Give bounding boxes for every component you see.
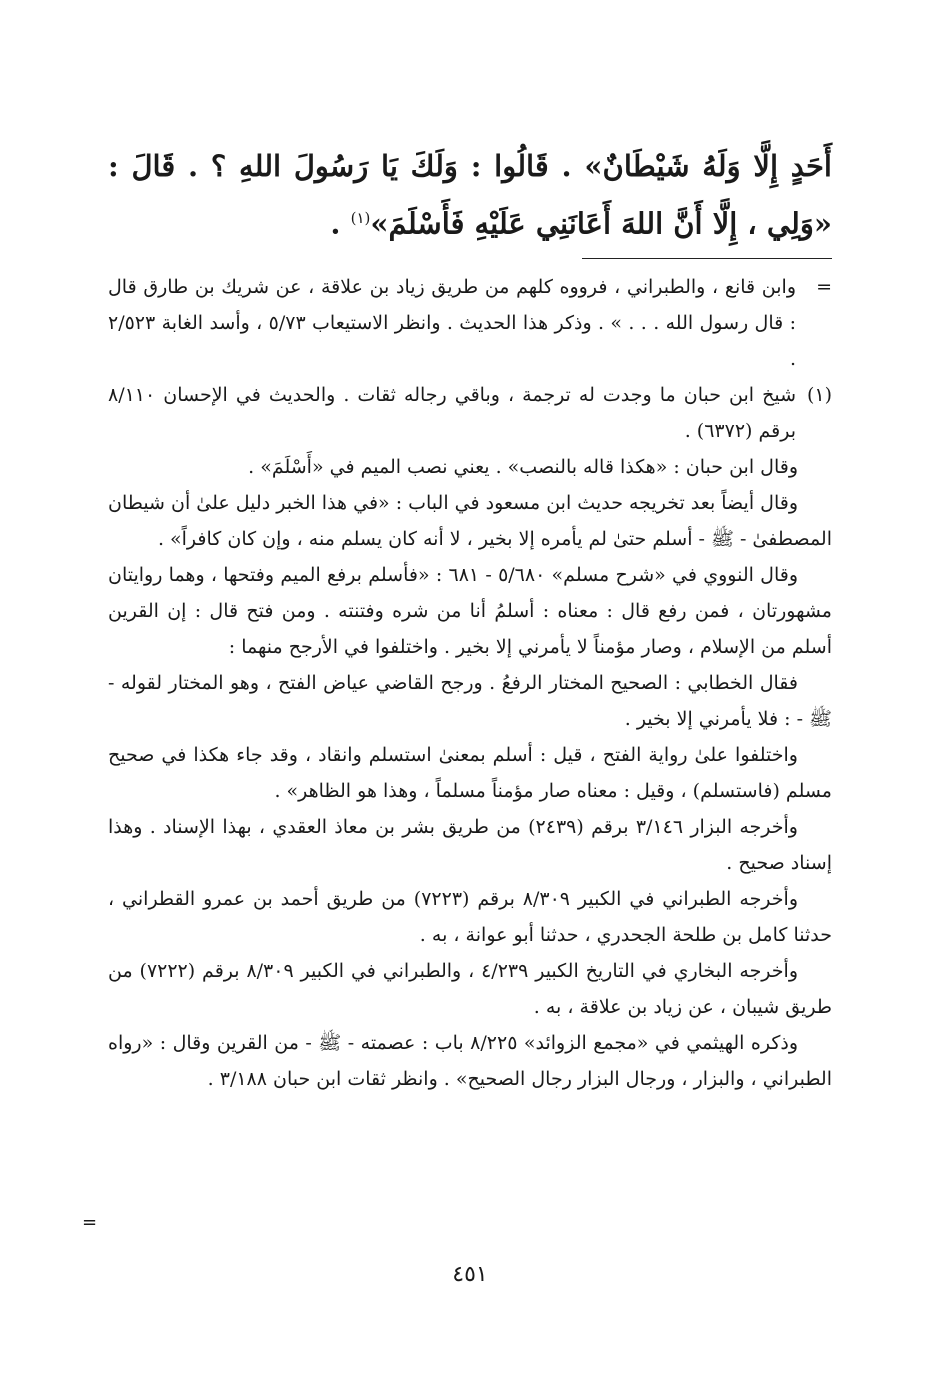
footnote-paragraph-9: وذكره الهيثمي في «مجمع الزوائد» ٨/٢٢٥ باب : عصمته - ﷺ - من القرين وقال : «رواه الطبراني ، والبزار ، ورجال البزار رجال الصحيح» . وانظر ثقات ابن حبان ٣/١٨٨ . <box>108 1031 832 1090</box>
footnotes <box>108 269 832 1097</box>
main-text <box>108 140 832 250</box>
continuation-mark-bottom: = <box>82 1212 98 1233</box>
footnote-paragraph-4: فقال الخطابي : الصحيح المختار الرفعُ . ورجح القاضي عياض الفتح ، وهو المختار لقوله - ﷺ - : فلا يأمرني إلا بخير . <box>108 671 832 730</box>
footnote-paragraph-5: واختلفوا علىٰ رواية الفتح ، قيل : أسلم بمعنىٰ استسلم وانقاد ، وقد جاء هكذا في صحيح مسلم (فاستسلم) ، وقيل : معناه صار مؤمناً مسلماً ، وهذا هو الظاهر» . <box>108 743 832 802</box>
footnote-continuation-text: وابن قانع ، والطبراني ، فرووه كلهم من طريق زياد بن علاقة ، عن شريك بن طارق قال : قال رسول الله . . . » . وذكر هذا الحديث . وانظر الاستيعاب ٥/٧٣ ، وأسد الغابة ٢/٥٢٣ . <box>108 275 796 370</box>
footnote-separator <box>582 258 832 259</box>
footnote-paragraph-3: وقال النووي في «شرح مسلم» ٥/٦٨٠ - ٦٨١ : «فأسلم برفع الميم وفتحها ، وهما روايتان مشهورتان ، فمن رفع قال : معناه : أسلمُ أنا من شره وفتنته . ومن فتح قال : إن القرين أسلم من الإسلام ، وصار مؤمناً لا يأمرني إلا بخير . واختلفوا في الأرجح منهما : <box>108 563 832 658</box>
footnote-paragraph-2: وقال أيضاً بعد تخريجه حديث ابن مسعود في الباب : «في هذا الخبر دليل علىٰ أن شيطان المصطفىٰ - ﷺ - أسلم حتىٰ لم يأمره إلا بخير ، لا أنه كان يسلم منه ، وإن كان كافراً» . <box>108 491 832 550</box>
footnote-ref: (١) <box>350 209 371 227</box>
footnote-paragraph-8: وأخرجه البخاري في التاريخ الكبير ٤/٢٣٩ ، والطبراني في الكبير ٨/٣٠٩ برقم (٧٢٢٢) من طريق شيبان ، عن زياد بن علاقة ، به . <box>108 959 832 1018</box>
main-text-end: . <box>330 206 351 241</box>
page-number: ٤٥١ <box>452 1262 488 1287</box>
footnote-paragraph-1: وقال ابن حبان : «هكذا قاله بالنصب» . يعني نصب الميم في «أَسْلَمَ» . <box>248 455 798 478</box>
footnote-continuation <box>108 269 832 377</box>
footnote-paragraph-7: وأخرجه الطبراني في الكبير ٨/٣٠٩ برقم (٧٢٢٣) من طريق أحمد بن عمرو القطراني ، حدثنا كامل بن طلحة الجحدري ، حدثنا أبو عوانة ، به . <box>108 887 832 946</box>
footnote-1-text: شيخ ابن حبان ما وجدت له ترجمة ، وباقي رجاله ثقات . والحديث في الإحسان ٨/١١٠ برقم (٦٣٧٢) . <box>108 383 796 442</box>
main-text-body: أَحَدٍ إِلَّا وَلَهُ شَيْطَانٌ» . قَالُوا : وَلَكَ يَا رَسُولَ اللهِ ؟ . قَالَ : «وَلِي ، إِلَّا أَنَّ اللهَ أَعَانَنِي عَلَيْهِ فَأَسْلَمَ» <box>108 149 832 241</box>
page-body <box>108 140 832 1097</box>
footnote-1 <box>108 377 832 449</box>
footnote-paragraph-6: وأخرجه البزار ٣/١٤٦ برقم (٢٤٣٩) من طريق بشر بن معاذ العقدي ، بهذا الإسناد . وهذا إسناد صحيح . <box>108 815 832 874</box>
footnote-1-marker: (١) <box>806 383 832 406</box>
continuation-marker: = <box>816 275 832 298</box>
